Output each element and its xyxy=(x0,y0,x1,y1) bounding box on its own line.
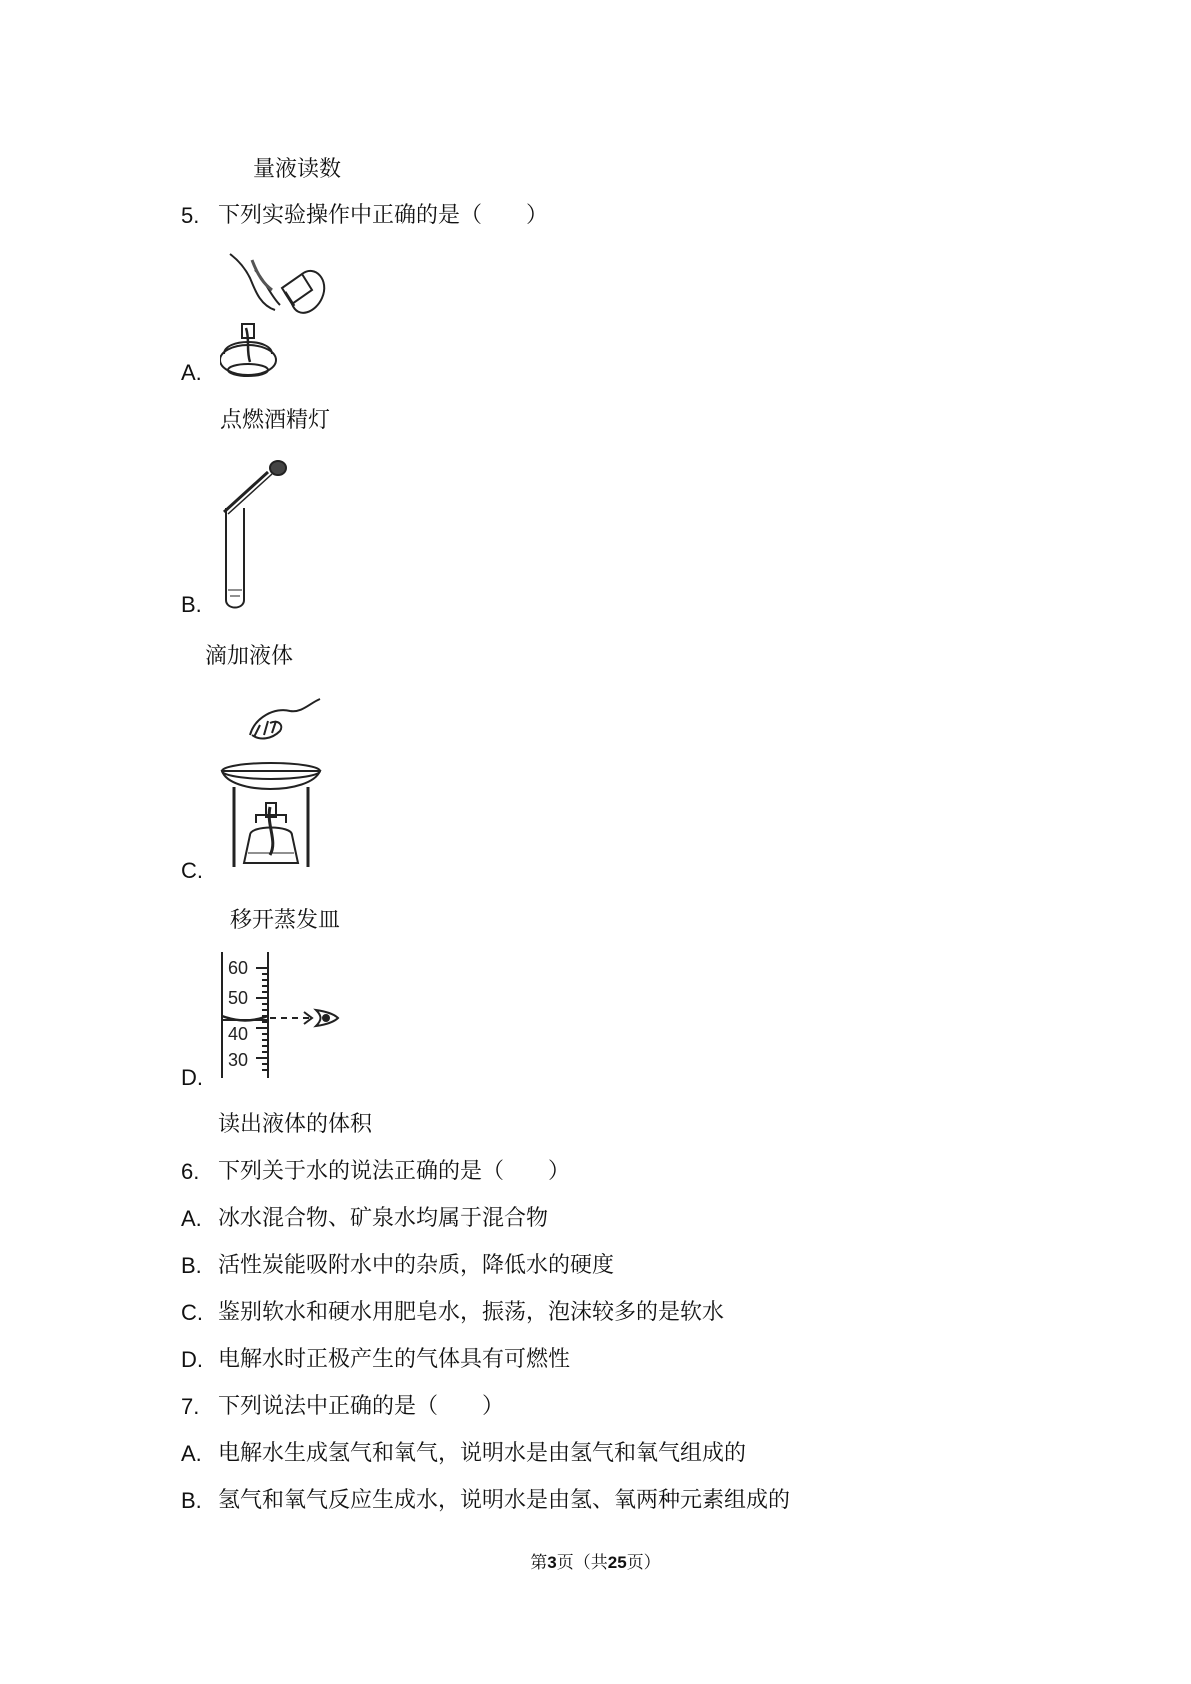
q6-option-a-letter: A. xyxy=(181,1206,202,1231)
q7-stem: 下列说法中正确的是（ ） xyxy=(218,1394,505,1419)
q6-option-b-letter: B. xyxy=(181,1253,202,1278)
option-b-caption: 滴加液体 xyxy=(205,644,294,669)
footer-page-number: 3 xyxy=(547,1553,557,1572)
q6-option-a-text: 冰水混合物、矿泉水均属于混合物 xyxy=(218,1206,549,1231)
q6-option-d-text: 电解水时正极产生的气体具有可燃性 xyxy=(218,1347,571,1372)
dropper-test-tube-figure xyxy=(218,460,298,610)
option-c-caption: 移开蒸发皿 xyxy=(230,908,341,933)
cylinder-tick-50: 50 xyxy=(228,988,249,1008)
q6-option-b-text: 活性炭能吸附水中的杂质，降低水的硬度 xyxy=(218,1253,615,1278)
evaporating-dish-figure xyxy=(220,695,330,875)
option-a-caption: 点燃酒精灯 xyxy=(220,408,331,433)
q6-stem: 下列关于水的说法正确的是（ ） xyxy=(218,1159,571,1184)
q5-number: 5. xyxy=(181,203,200,228)
q6-number: 6. xyxy=(181,1159,200,1184)
footer-total-pages: 25 xyxy=(607,1553,627,1572)
option-a-letter: A. xyxy=(181,360,202,385)
cylinder-tick-40: 40 xyxy=(228,1024,249,1044)
q7-option-b-text: 氢气和氧气反应生成水，说明水是由氢、氧两种元素组成的 xyxy=(218,1488,791,1513)
cylinder-tick-60: 60 xyxy=(228,958,249,978)
lighting-alcohol-lamp-figure xyxy=(220,250,330,380)
q6-option-c-letter: C. xyxy=(181,1300,203,1325)
footer-middle: 页（共 xyxy=(556,1553,608,1573)
cylinder-tick-30: 30 xyxy=(228,1050,249,1070)
q7-number: 7. xyxy=(181,1394,200,1419)
q5-stem: 下列实验操作中正确的是（ ） xyxy=(218,203,549,228)
option-b-letter: B. xyxy=(181,592,202,617)
q6-option-c-text: 鉴别软水和硬水用肥皂水，振荡，泡沫较多的是软水 xyxy=(218,1300,725,1325)
q7-option-a-letter: A. xyxy=(181,1441,202,1466)
q6-option-d-letter: D. xyxy=(181,1347,203,1372)
q7-option-b-letter: B. xyxy=(181,1488,202,1513)
q4-caption: 量液读数 xyxy=(253,157,342,182)
footer-suffix: 页） xyxy=(626,1553,661,1573)
graduated-cylinder-figure xyxy=(218,950,348,1080)
footer-prefix: 第 xyxy=(530,1553,548,1573)
q7-option-a-text: 电解水生成氢气和氧气，说明水是由氢气和氧气组成的 xyxy=(218,1441,747,1466)
option-c-letter: C. xyxy=(181,858,203,883)
option-d-caption: 读出液体的体积 xyxy=(218,1112,373,1137)
page-footer xyxy=(0,1548,1191,1573)
option-d-letter: D. xyxy=(181,1065,203,1090)
